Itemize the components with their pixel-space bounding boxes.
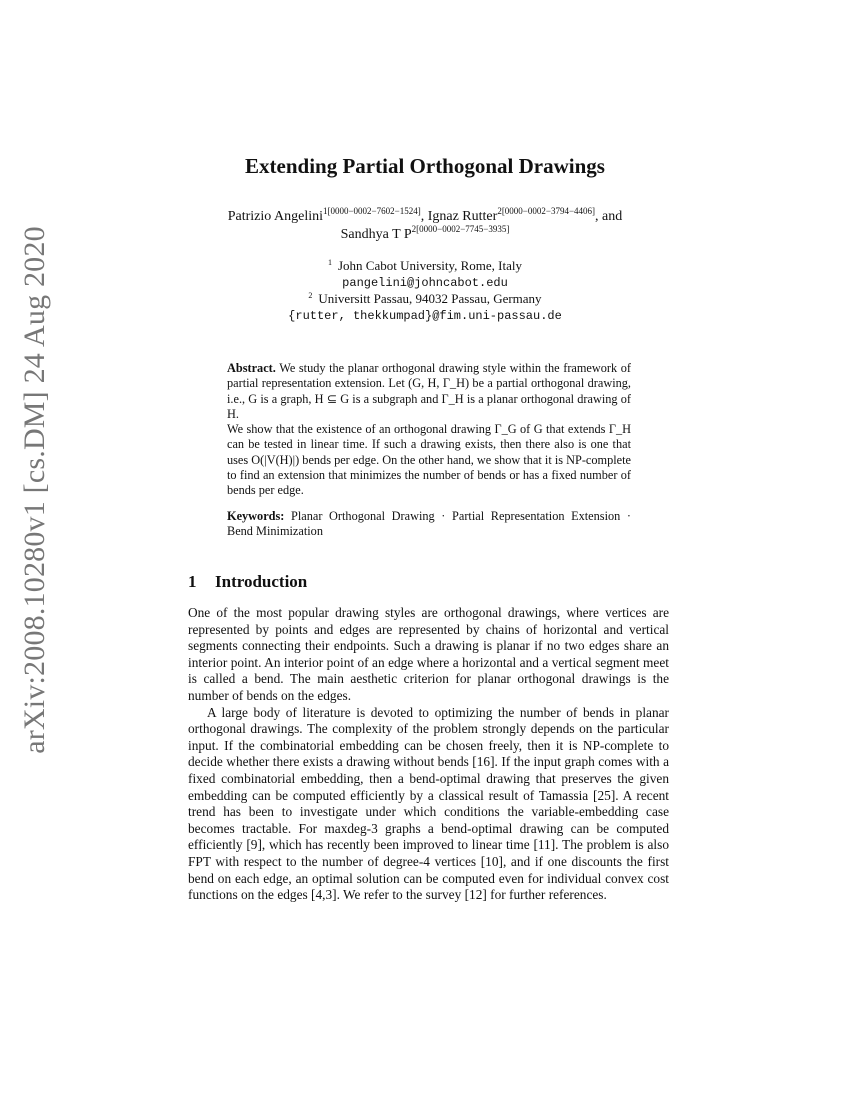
author-orcid: 2[0000−0002−7745−3935] <box>411 224 510 234</box>
section-heading <box>188 572 307 592</box>
keywords-label: Keywords: <box>227 508 285 523</box>
author-orcid: 1[0000−0002−7602−1524] <box>322 206 421 216</box>
arxiv-identifier-sidebar <box>4 226 66 754</box>
author-name: Sandhya T P <box>340 227 412 242</box>
email-link[interactable]: {rutter, thekkumpad}@fim.uni-passau.de <box>288 308 562 323</box>
affiliation: $^2$ Universitt Passau, 94032 Passau, Germany <box>308 291 542 306</box>
abstract <box>227 361 631 539</box>
abstract-label: Abstract. <box>227 361 276 375</box>
section-number: 1 <box>188 572 197 591</box>
author-name: Ignaz Rutter <box>427 209 498 224</box>
body-paragraph: One of the most popular drawing styles are orthogonal drawings, where vertices are represented by points and edges are represented by chains of horizontal and vertical segments connecting their endpoints. Such a drawing is planar if no two edges share an interior point. An interior point of an edge where a horizontal and a vertical segment meet is called a bend. The main aesthetic criterion for planar orthogonal drawings is the number of bends on the edges. <box>188 605 669 703</box>
abstract-paragraph: Abstract. We study the planar orthogonal drawing style within the framework of partial representation extension. Let (G, H, Γ_H) be a partial orthogonal drawing, i.e., G is a graph, H ⊆ G is a subgraph and Γ_H is a planar orthogonal drawing of H. <box>227 361 631 421</box>
author-orcid: 2[0000−0002−3794−4406] <box>497 206 596 216</box>
introduction-body <box>188 605 669 904</box>
paper-title: Extending Partial Orthogonal Drawings <box>245 154 605 178</box>
keywords: Keywords: Planar Orthogonal Drawing · Partial Representation Extension · Bend Minimization <box>227 508 632 538</box>
author-list: Patrizio Angelini$^{1[0000-0002-7602-1524]}$, Ignaz Rutter$^{2[0000-0002-3794-4406]}$, and Sandhya T $P^{2[0000-0002-7745-3935]}$ <box>227 206 623 242</box>
affiliation: $^1$ John Cabot University, Rome, Italy <box>327 258 523 273</box>
abstract-paragraph: We show that the existence of an orthogonal drawing Γ_G of G that extends Γ_H can be tested in linear time. If such a drawing exists, then there also is one that uses O(|V(H)|) bends per edge. On the other hand, we show that it is NP-complete to find an extension that minimizes the number of bends or has a fixed number of bends per edge. <box>227 422 631 498</box>
affiliations <box>150 258 700 324</box>
author-name: Patrizio Angelini <box>227 209 323 224</box>
arxiv-id-text: arXiv:2008.10280v1 [cs.DM] 24 Aug 2020 <box>18 226 51 754</box>
body-paragraph: A large body of literature is devoted to optimizing the number of bends in planar orthogonal drawings. The complexity of the problem strongly depends on the particular input. If the combinatorial embedding can be chosen freely, then it is NP-complete to decide whether there exists a drawing without bends [16]. If the input graph comes with a fixed combinatorial embedding, then a bend-optimal drawing that preserves the given embedding can be computed efficiently by a classical result of Tamassia [25]. A recent trend has been to investigate under which conditions the variable-embedding case becomes tractable. For maxdeg-3 graphs a bend-optimal drawing can be computed efficiently [9], which has recently been improved to linear time [11]. The problem is also FPT with respect to the number of degree-4 vertices [10], and if one discounts the first bend on each edge, an optimal solution can be computed even for individual convex cost functions on the edges [4,3]. We refer to the survey [12] for further references. <box>188 704 669 903</box>
section-title: Introduction <box>215 572 308 591</box>
email-link[interactable]: pangelini@johncabot.edu <box>342 275 508 290</box>
